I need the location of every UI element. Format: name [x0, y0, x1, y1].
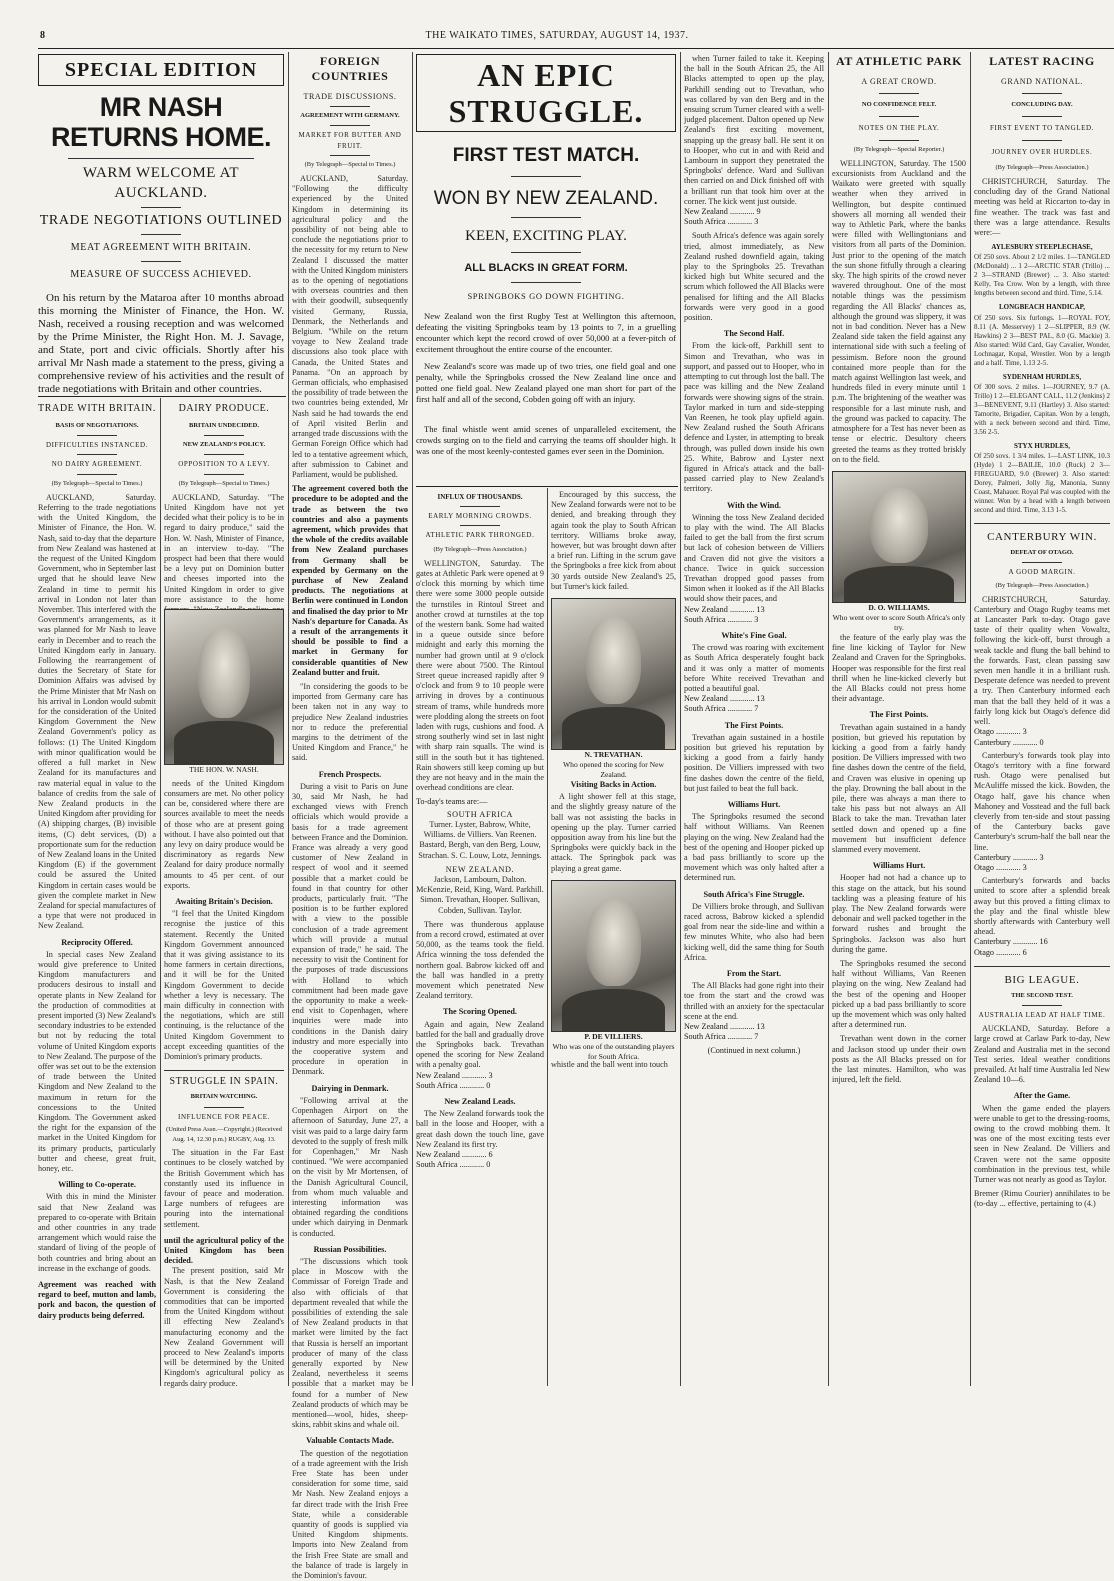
- deck-meat: MEAT AGREEMENT WITH BRITAIN.: [70, 242, 252, 253]
- trevathan-photo-block: [551, 598, 676, 780]
- score-sa-1: South Africa ............ 0: [416, 1080, 491, 1090]
- nz-team-list: Jackson, Lambourn, Dalton. McKenzie, Reid, King, Ward. Parkhill. Simon. Trevathan, Hooper. Sullivan, Cobden, Sullivan. Taylor.: [416, 874, 544, 915]
- spain-deck2: INFLUENCE FOR PEACE.: [178, 1112, 270, 1121]
- athletic-body: WELLINGTON, Saturday. The 1500 excursionists from Auckland and the Waikato were greeted with squally weather when they arrived in Wellington, but despite continued showers all morning all wended their way to Athletic Park, where the banks were filled with Wellingtonians and visitors from all parts of the Dominion. Just prior to the opening of the match the sun shone fitfully through a clearing sky. The high spirits of the crowd never wavered throughout. One of the most notable things was the pessimism regarding the All Blacks' chances as, although the ground was slippery, it was not in bad condition. Never has a New Zealand side taken the field against any international side with such a feeling of pessimism. Before noon the ground contained more people than for the match against Wellington last week, and hundreds filed in every minute until 1 p.m. The brightening of the weather was responsible for a last minute rush, and the ground was packed to capacity. The atmosphere for a Test has never been as tense or electric. Desultory cheers greeted the teams as they trotted briskly on to the field.: [832, 158, 966, 464]
- influx-deck1: EARLY MORNING CROWDS.: [428, 512, 532, 521]
- until-body: The present position, said Mr Nash, is that the New Zealand Government is considering the commodities that can be imported from the United Kingdom without ill effecting New Zealand's manufacturing economy and the New Zealand Government will proceed to New Zealand's imports will be determined by the United Kingdom's agricultural policy as regards dairy produce.: [164, 1266, 284, 1388]
- dairy-produce-column: [164, 400, 284, 1386]
- race4-result: Of 250 sovs. 1 3/4 miles. 1—LAST LINK, 10.3 (Hyde) 1 2—BAILIE, 10.0 (Ruck) 2 3—FIREGUARD, 9.0 (Brewer) 3. Also started: Dorey, Palmeri, Jolly Jig, Manonia, Sunny Coast, Mahauer. Royal Pal was coupled with the winner. Won by a head with a length between second and third. Time, 3.13 1-5.: [974, 452, 1110, 515]
- valuable-body: The question of the negotiation of a trade agreement with the Irish Free State has been under consideration for some time, said Mr Nash. New Zealand enjoys a far direct trade with the Irish Free State, while a considerable quantity of goods is supplied via United Kingdom shipments. Imports into New Zealand from the Irish Free State are small and the balance of trade is largely in the Dominion's favour.: [292, 1448, 408, 1581]
- all-blacks-subhead: ALL BLACKS IN GREAT FORM.: [464, 262, 628, 274]
- russian-body: "The discussions which took place in Moscow with the Commissar of Foreign Trade and also with officials of that department revealed that while the possibilities of extending the sale of New Zealand products in that market were limited by the fact that Russia is herself an important producer of many of the class generally exported by New Zealand, nevertheless it seems possible that a market may be found for a number of New Zealand products of which may be mentioned—wool, hides, sheep-skins, rabbit skins and whale oil.: [292, 1256, 408, 1430]
- score-nz-4: New Zealand ............ 13: [684, 604, 765, 614]
- dairy-title: DAIRY PRODUCE.: [178, 403, 270, 414]
- lead-intro: On his return by the Mataroa after 10 months abroad this morning the Minister of Finance, the Hon. W. Nash, received a rousing reception and was welcomed by the Prime Minister, the Right Hon. M. J. Savage, and State, port and civic officials. Shortly after his arrival Mr Nash made a statement to the press, giving a comprehensive review of his activities and the result of trade negotiations with Britain and other countries.: [38, 292, 284, 395]
- until-bold-par: until the agricultural policy of the United Kingdom has been decided.: [164, 1235, 284, 1266]
- race4-title: STYX HURDLES,: [1013, 441, 1070, 450]
- score-nz-1: New Zealand ............ 3: [416, 1070, 493, 1080]
- nash-photo-block: [164, 609, 284, 777]
- section-rule: [416, 486, 678, 487]
- foreign-bold-par: The agreement covered both the procedure to be adopted and the trade as between the two countries and also a payments agreement, which provides that the whole of the credits available from New Zealand purchases from Germany shall be expended by Germany on the purchase of New Zealand products. The negotiations at Berlin were continued in London and finalised the day prior to Mr Nash's departure for Canada. As a result of the arrangements it should be possible to find a market in Germany for considerable quantities of New Zealand butter and fruit.: [292, 484, 408, 677]
- match-body-top: when Turner failed to take it. Keeping the ball in the South African 25, the All Blacks attempted to open up the play, Parkhill sending out to Trevathan, who was collared by van den Berg and in the ensuing scrum Turner cleared with a well-judged placement. Dalton opened up New Zealand's first exciting movement, snapping up the greasy ball. He sent it on to Hooper, who cut in and with Reid and Lambourn in support they penetrated the Springboks' defence. Ward and Sullivan then carried on and Dick finished off with a brilliant run that took him over at the corner. The kick went just outside.: [684, 54, 824, 206]
- second-half-body: From the kick-off, Parkhill sent to Simon and Trevathan, who was in support, and passed out to Hooper, who in attempting to cut through lost the ball. The pace was killing and the New Zealand forwards were showing signs of the strain. Taylor marked in turn and side-stepping Van Reenen, he took play upfield again. New Zealand rushed the South Africans defence and Lyster, in attempting to break through, was pulled down inside his own 25. White, Babrow and Lyster next figured in Africa's attack and the ball-passed carried play to New Zealand's territory.: [684, 341, 824, 494]
- score-sa-5: South Africa ............ 7: [684, 704, 759, 714]
- score-nz-6: New Zealand ............ 13: [684, 1022, 765, 1032]
- reciprocity-subhead: Reciprocity Offered.: [61, 937, 133, 947]
- willing-subhead: Willing to Co-operate.: [58, 1180, 136, 1190]
- trade-britain-body: AUCKLAND, Saturday. Referring to the trade negotiations with the United Kingdom, the Minister of Finance, the Hon. W. Nash, said to-day that the departure from New Zealand was hastened at the request of the United Kingdom Government, who in September last urged that he should leave New Zealand in time to permit his arrival in London not later than November. This interfered with the Government's arrangements, as it was planned for Mr Nash to leave early in December and to reach the United Kingdom early in January. Following the rearrangement of duties the Secretary of State for Dominion Affairs was advised by the Prime Minister that Mr Nash on his arrival in London would submit for the consideration of the United Kingdom Government the New Zealand Government's policy as follows: (1) The United Kingdom with minor qualification would be offered a full market in New Zealand for its manufactures and raw material equal in value to the balance of credits from the sale of New Zealand products in the United Kingdom after providing for (A) shipping charges, (B) invisible items, (C) debt services, (D) a proportionate sum for the reduction of New Zealand loans in the United Kingdom (E) if the government could be assured the United Kingdom in certain cases would be given the complete market in New Zealand for special manufactures of a type that were not produced in New Zealand.: [38, 492, 157, 931]
- dairy-body: AUCKLAND, Saturday. "The United Kingdom have not yet decided what their policy is to be in regard to dairy produce," said the Hon. W. Nash, Minister of Finance, in an interview to-day. "The prospect had been that there would be a levy put on Dominion butter and cheeses imported into the United Kingdom in order to give more assistance to the home: [164, 492, 284, 604]
- athletic-bottom: Trevathan went down in the corner and Jackson stood up under their own posts as the All Blacks pressed on for the last minutes. Hamilton, who was injured, left the field.: [832, 1034, 966, 1085]
- deck-trade: TRADE NEGOTIATIONS OUTLINED: [39, 213, 283, 228]
- special-edition-banner: SPECIAL EDITION: [38, 54, 284, 86]
- race3-title: SYDENHAM HURDLES,: [1002, 372, 1082, 381]
- athletic-deck1: A GREAT CROWD.: [861, 77, 937, 86]
- match-body-mid: South Africa's defence was again sorely tried, almost immediately, as New Zealand rushed downfield again, taking play to the Springboks 25. Trevathan kicked high but White secured and the scrum which followed the All Blacks were penalised for lifting and the All Blacks forwards were very good in a good position.: [684, 231, 824, 323]
- trade-britain-deck3: NO DAIRY AGREEMENT.: [51, 460, 143, 469]
- influx-body: WELLINGTON, Saturday. The gates at Athletic Park were opened at 9 o'clock this morning by which time there were some 3000 people outside the turnstiles in Rintoul Street and another crowd at turnstiles at the top of the western bank. Some had waited in a queue outside since before midnight and early this morning the number had grown until at 9 o'clock there were about 7500. The Rintoul Street queue increased rapidly after 9 o'clock and from 9 to 10 people were arriving in droves by a continuous stream of trams, while hundreds more were plodding along the streets on foot laden with rugs, cushions and food. A strong southerly wind set in last night with sharp rain squalls. The wind is still in the south but it has tightened. Rain showers still keep coming up but they are not heavy and in the main the overhead conditions are clear.: [416, 558, 544, 793]
- score-canterbury-a: Canterbury ............ 0: [974, 737, 1044, 747]
- canterbury-title: CANTERBURY WIN.: [974, 523, 1110, 544]
- column-rule: [547, 488, 548, 1386]
- score-canterbury-final: Canterbury ............ 16: [974, 937, 1048, 947]
- athletic-williams-subhead: Williams Hurt.: [872, 861, 926, 871]
- trade-britain-deck2: DIFFICULTIES INSTANCED.: [45, 441, 149, 450]
- sa-team-label: SOUTH AFRICA: [446, 809, 514, 819]
- williams-portrait: [832, 471, 966, 603]
- trade-britain-telegraph: (By Telegraph—Special to Times.): [51, 479, 143, 487]
- racing-deck4: JOURNEY OVER HURDLES.: [991, 147, 1093, 156]
- devilliers-subcaption: Who was one of the outstanding players for South Africa.: [552, 1041, 675, 1061]
- column-rule: [160, 398, 161, 1386]
- athletic-williams-body: Hooper had not had a chance up to this stage on the attack, but his sound tackling was a pleasing feature of his play. The New Zealand forwards were debonair and well packed together in the forward rushes and brought the Springboks. Jackson was also hurt during the game.: [832, 873, 966, 954]
- influx-column: [416, 490, 544, 1386]
- race1-result: Of 250 sovs. About 2 1/2 miles. 1—TANGLED (McDonald) ... 1 2—ARCTIC STAR (Trillo) ... 2 3—STRAND (Brewer) ... 3. Also started: Kelly, Tea Crow. Won by a length, with three lengths between second and third. Time, 5.14.: [974, 253, 1110, 298]
- race1-title: AYLESBURY STEEPLECHASE,: [991, 243, 1093, 252]
- epic-lead3-block: [416, 424, 676, 484]
- after-game-body: When the game ended the players were unable to get to the dressing-rooms, owing to the crowd mobbing them. It was one of the most exciting tests ever seen in New Zealand. De Villiers and Craven were not the same opposite combination in the previous test, while Turner was not nearly as good as Taylor.: [974, 1103, 1110, 1185]
- dairy-telegraph: (By Telegraph—Special to Times.): [178, 479, 270, 487]
- score-otago-a: Otago ............ 3: [974, 727, 1027, 737]
- spain-deck1: BRITAIN WATCHING.: [190, 1093, 258, 1101]
- trevathan-subcaption: Who opened the scoring for New Zealand.: [562, 760, 664, 780]
- score-nz-3: New Zealand ............ 9: [684, 207, 761, 217]
- first-test-subhead: FIRST TEST MATCH.: [452, 145, 640, 166]
- athletic-deck2: NO CONFIDENCE FELT.: [861, 101, 937, 109]
- awaiting-subhead: Awaiting Britain's Decision.: [175, 897, 273, 907]
- page-number: 8: [40, 30, 46, 41]
- athletic-park-column: [832, 54, 966, 1386]
- encouraged-column: [551, 490, 676, 1386]
- from-start-body: The All Blacks had gone right into their toe from the start and the crowd was thrilled with an anxiety for the spectacular scene at the end.: [684, 981, 824, 1021]
- big-league-title: BIG LEAGUE.: [974, 966, 1110, 987]
- epic-lead2: New Zealand's score was made up of two tries, one field goal and one penalty, while the Springboks crossed the New Zealand line once and potted one field goal. New Zealand played one man short for part of the first half and all of the second, Cobden going off with an injury.: [416, 361, 676, 405]
- epic-lead3: The final whistle went amid scenes of unparalleled excitement, the crowds surging on to the field and carrying the teams off shoulder high. It was one of the most keenly-contested games ever seen in the Dominion.: [416, 424, 676, 456]
- racing-deck2: CONCLUDING DAY.: [1011, 101, 1073, 109]
- racing-title: LATEST RACING: [989, 54, 1095, 68]
- spain-title: STRUGGLE IN SPAIN.: [164, 1070, 284, 1088]
- whites-goal-body: The crowd was roaring with excitement as South Africa desperately fought back and it was only a matter of moments before White received Trevathan and potted a beautiful goal.: [684, 643, 824, 693]
- awaiting-body: "I feel that the United Kingdom recognise the justice of this statement. Recently the United Kingdom Government announced that it was giving assistance to its home farmers in certain directions, and it will be for the United Kingdom Government to decide whether a levy is necessary. The main difficulty in connection with the negotiations, which are still continuing, is the reluctance of the United Kingdom Government to accept exceeding quantities of the Dominion's primary products.: [164, 909, 284, 1062]
- devilliers-caption: P. DE VILLIERS.: [584, 1031, 643, 1041]
- nz-leads-subhead: New Zealand Leads.: [444, 1096, 516, 1106]
- visiting-body: A light shower fell at this stage, and the slightly greasy nature of the ball was not assisting the backs in opening up the play. Turner carried opposition away from his line but the Springboks were quickly back in the attack. The Springbok pack was playing a great game.: [551, 792, 676, 873]
- score-sa-6: South Africa ............ 7: [684, 1032, 759, 1042]
- williams-photo-block: [832, 471, 966, 632]
- canterbury-body2: Canterbury's forwards took play into Otago's territory with a fine forward rush. Otago were penalised but McAuliffe missed the kick. Bowden, the Otago half, gave his chance when Mahoney and Vosstead and the full back cleverly from ten-side and stout passing of the Canterbury backs gave Canterbury's scrum-half the ball near the line.: [974, 750, 1110, 852]
- scoring-body: Again and again, New Zealand battled for the ball and gradually drove the Springboks back. Trevathan opened the scoring for New Zealand with a penalty goal.: [416, 1019, 544, 1070]
- athletic-body2: the feature of the early play was the fine line kicking of Taylor for New Zealand and Craven for the Springboks. Hooper was responsible for the first real thrill when he line-kicked cleverly but the All Blacks could not press home their advantage.: [832, 632, 966, 704]
- spain-telegraph: (United Press Assn.—Copyright.) (Received Aug. 14, 12.30 p.m.) RUGBY, Aug. 13.: [166, 1125, 282, 1143]
- athletic-first-points-subhead: The First Points.: [869, 710, 929, 720]
- canterbury-deck1: DEFEAT OF OTAGO.: [1010, 549, 1074, 557]
- spain-body: The situation in the Far East continues to be closely watched by the British Government which has constantly used its influence in favour of peace and moderation. Large numbers of refugees are pouring into the international settlement.: [164, 1148, 284, 1229]
- canterbury-body3: Canterbury's forwards and backs united to score after a splendid break away but this proved a fitting climax to the play and the final whistle blew shortly afterwards with Canterbury well ahead.: [974, 876, 1110, 937]
- nash-portrait: [164, 609, 284, 765]
- column-rule: [680, 52, 681, 1386]
- final-line: whistle and the ball went into touch: [551, 1059, 668, 1069]
- trevathan-caption: N. TREVATHAN.: [584, 750, 643, 760]
- dairy-body-cont: needs of the United Kingdom consumers are met. No other policy can be, considered where there are sources available to meet the needs of those who are at present going without. I have also pointed out that any levy on dairy produce would be discriminatory as regards New Zealand for dairy produce normally amounts to 45 per cent. of our exports.: [164, 778, 284, 890]
- score-sa-3: South Africa ............ 3: [684, 217, 759, 227]
- sa-team-list: Turner. Lyster, Babrow, White, Williams. de Villiers. Van Reenen. Bastard, Bergh, van den Berg, Louw, Strachan. S. C. Louw, Lotz, Jennings.: [418, 819, 542, 860]
- devilliers-photo-block: [551, 880, 676, 1061]
- reciprocity-body: In special cases New Zealand would give preference to United Kingdom manufacturers and producers desirous to install and operate plants in New Zealand for the production of commodities at present imported (3) New Zealand's secondary industries to be extended but not by reducing the total volume of United Kingdom exports to New Zealand. The purpose of the offer was set out to be the extension of trade between the United Kingdom and New Zealand to the maximum in return for the concessions to the United Kingdom. The Government asked the right for the expansion of the market in the United Kingdom for its primary products, particularly butter and cheese, great fruit, honey, etc.: [38, 949, 156, 1174]
- deck-welcome: WARM WELCOME AT AUCKLAND.: [82, 165, 240, 201]
- dairy-deck1: BRITAIN UNDECIDED.: [189, 422, 259, 429]
- foreign-telegraph: (By Telegraph—Special to Times.): [304, 160, 396, 168]
- keen-play-subhead: KEEN, EXCITING PLAY.: [465, 228, 627, 244]
- first-points-body: Trevathan again sustained in a hostile position but grieved his reputation by kicking a good from a fairly handy position. De Villiers impressed with two fine dashes down the centre of the field, but just failed to beat the full back.: [684, 732, 824, 793]
- race2-title: LONGBEACH HANDICAP,: [998, 303, 1086, 312]
- foreign-countries-column: [292, 54, 408, 1581]
- foreign-deck2: AGREEMENT WITH GERMANY.: [300, 112, 400, 120]
- nz-team-label: NEW ZEALAND.: [445, 864, 515, 874]
- big-league-deck1: THE SECOND TEST.: [1011, 991, 1073, 999]
- from-start-subhead: From the Start.: [726, 969, 782, 979]
- agreement-bold-par: Agreement was reached with regard to beef, mutton and lamb, pork and bacon, the question of dairy products being deferred.: [38, 1280, 156, 1320]
- latest-racing-column: [974, 54, 1110, 1386]
- nash-photo-caption: THE HON. W. NASH.: [189, 764, 259, 774]
- lead-headline: MR NASH RETURNS HOME.: [50, 92, 271, 152]
- after-game-subhead: After the Game.: [1013, 1091, 1071, 1101]
- canterbury-deck2: A GOOD MARGIN.: [1008, 568, 1076, 577]
- french-body: During a visit to Paris on June 30, said Mr Nash, he had exchanged views with French officials which would provide a basis for a trade agreement between France and the Dominion. France was already a very good customer of New Zealand in respect of wool and it seemed possible that a market could be found in that country for other products, particularly fruit. "The position is to be further explored with a view to the possible conclusion of a trade agreement which will provide a mutual expansion of trade," he said. The necessity to visit the Continent for the purposes of trade discussions with Holland to which commitment had been made gave the opportunity to make a week-end visit to Copenhagen, where inquiries were made into conditions in the Danish dairy industry and more especially into the cooperative system and procedure in operation in Denmark.: [292, 781, 408, 1077]
- column-rule: [970, 52, 971, 1386]
- visiting-subhead: Visiting Backs in Action.: [570, 780, 657, 790]
- athletic-first-points-body: Trevathan again sustained in a handy position, but grieved his reputation by kicking a good from a fairly handy position. De Villiers impressed with two fine dashes down the centre of the field, and Craven was elusive in opening up the play. Drowning the ball about in the pile, there was always a man there to take his pass but not always an All Black to take the man. Trevathan later settled down and opened up a fine movement but insufficient defence slammed every movement.: [832, 722, 966, 854]
- williams-caption: D. O. WILLIAMS.: [868, 602, 930, 612]
- score-otago-final: Otago ............ 6: [974, 947, 1027, 957]
- big-league-body: AUCKLAND, Saturday. Before a large crowd at Carlaw Park to-day, New Zealand and Australia met in the second Test series. Ideal weather conditions prevailed. At half time Australia led New Zealand 10—6.: [974, 1024, 1110, 1085]
- score-nz-2: New Zealand ............ 6: [416, 1149, 493, 1159]
- section-rule: [38, 396, 286, 397]
- column-rule: [828, 52, 829, 1386]
- column-rule: [412, 52, 413, 1386]
- racing-intro: CHRISTCHURCH, Saturday. The concluding day of the Grand National meeting was held at Riccarton to-day in fine weather. The track was fast and there was a large attendance. Results were:—: [974, 177, 1110, 238]
- nz-leads-body: The New Zealand forwards took the ball in the loose and Hooper, with a great dash down the touch line, gave New Zealand its first try.: [416, 1109, 544, 1149]
- dairy-deck2: NEW ZEALAND'S POLICY.: [182, 441, 266, 449]
- first-points-subhead: The First Points.: [724, 720, 784, 730]
- racing-telegraph: (By Telegraph—Press Association.): [995, 163, 1089, 171]
- influx-title: INFLUX OF THOUSANDS.: [437, 493, 523, 501]
- lead-story-header: [38, 54, 284, 394]
- epic-lead1: New Zealand won the first Rugby Test at Wellington this afternoon, defeating the visiting Springboks team by 13 points to 7, in a gruelling encounter which kept the record crowd of over 50,000 at a fever-pitch of excitement throughout the entire course of the encounter.: [416, 311, 676, 355]
- trevathan-portrait: [551, 598, 676, 750]
- willing-body: With this in mind the Minister said that New Zealand was prepared to co-operate with Britain and other countries in any trade arrangement which would raise the standard of living of the people of both countries and bring about an increase in the exchange of goods.: [38, 1192, 156, 1273]
- williams-hurt-subhead: Williams Hurt.: [727, 800, 781, 810]
- french-subhead: French Prospects.: [318, 769, 382, 779]
- score-sa-4: South Africa ............ 3: [684, 614, 759, 624]
- deck-success: MEASURE OF SUCCESS ACHIEVED.: [70, 269, 252, 280]
- score-otago-b: Otago ............ 3: [974, 862, 1027, 872]
- second-half-subhead: The Second Half.: [723, 329, 785, 339]
- score-nz-5: New Zealand ............ 13: [684, 694, 765, 704]
- trade-britain-deck1: BASIS OF NEGOTIATIONS.: [55, 422, 139, 429]
- whites-goal-subhead: White's Fine Goal.: [721, 630, 787, 640]
- dairying-subhead: Dairying in Denmark.: [311, 1083, 389, 1093]
- foreign-deck3: MARKET FOR BUTTER AND FRUIT.: [298, 131, 402, 150]
- big-league-deck2: AUSTRALIA LEAD AT HALF TIME.: [978, 1010, 1106, 1019]
- canterbury-telegraph: (By Telegraph—Press Association.): [995, 582, 1089, 590]
- racing-deck1: GRAND NATIONAL.: [1001, 77, 1083, 86]
- athletic-telegraph: (By Telegraph—Special Reporter.): [853, 145, 945, 153]
- influx-deck2: ATHLETIC PARK THRONGED.: [425, 531, 535, 540]
- wind-body: Winning the toss New Zealand decided to play with the wind. The All Blacks failed to get the ball from the first scrum but lack of cohesion between de Villiers and Craven did not give the visitors a chance. Twice in quick succession Trevathan dropped good passes from Simon when it looked as if the All Blacks would show their paces, and: [684, 512, 824, 604]
- sa-fine-subhead: South Africa's Fine Struggle.: [703, 889, 805, 899]
- masthead-line: THE WAIKATO TIMES, SATURDAY, AUGUST 14, 1937.: [425, 30, 689, 41]
- with-wind-subhead: With the Wind.: [727, 500, 781, 510]
- epic-struggle-header: [416, 54, 676, 424]
- foreign-body: AUCKLAND, Saturday. "Following the difficulty experienced by the United Kingdom in determining its agricultural policy and the possibility of not being able to conclude the negotiations prior to the necessity for my return to New Zealand I discussed the matter with the United Kingdom ministers as to the opening of negotiations with overseas countries and then with their goodwill, subsequently visited Germany, Russia, Denmark, the Netherlands and Belgium. "While on the return voyage to New Zealand trade discussions also took place with Canada, the United States and Panama. "On an approach by German officials, who emphasised the possibility of trade between the two countries being extended, Mr Nash said he had towards the end of April visited Berlin and arranged trade discussions with the German Foreign Office which had led to a tentative agreement which, after submission to Cabinet and Parliament, would be published.: [292, 174, 408, 479]
- athletic-park-title: AT ATHLETIC PARK: [835, 54, 963, 68]
- continued-note: (Continued in next column.): [707, 1046, 801, 1056]
- column-rule: [288, 52, 289, 1386]
- trade-with-britain-column: [38, 400, 156, 1386]
- foreign-deck1: TRADE DISCUSSIONS.: [303, 92, 397, 101]
- foreign-body2: "In considering the goods to be imported from Germany care has been taken not in any way to prejudice New Zealand industries nor to reduce the preferential margins to the detriment of the United Kingdom and France," he said.: [292, 681, 408, 763]
- score-canterbury-b: Canterbury ............ 3: [974, 852, 1044, 862]
- dairy-deck3: OPPOSITION TO A LEVY.: [178, 460, 270, 469]
- williams-subcaption: Who went over to score South Africa's only try.: [832, 612, 966, 632]
- encouraged-body: Encouraged by this success, the New Zealand forwards were not to be denied, and breaking through they again took the play to South African territory. Williams broke away, however, but was brought down after a brief run. Lifting in the scrum gave the Springboks a free kick from about 30 yards outside New Zealand's 25, but Turner's kick failed.: [551, 490, 676, 591]
- sa-fine-body: De Villiers broke through, and Sullivan raced across, Babrow kicked a splendid goal from near the side-line and within a few minutes White, who also had been kicking well, did the same thing for South Africa.: [684, 901, 824, 962]
- scoring-subhead: The Scoring Opened.: [443, 1007, 517, 1017]
- trade-britain-title: TRADE WITH BRITAIN.: [38, 403, 156, 414]
- russian-subhead: Russian Possibilities.: [313, 1244, 387, 1254]
- canterbury-body: CHRISTCHURCH, Saturday. Canterbury and Otago Rugby teams met at Lancaster Park to-day. Otago gave taste of their quality when Vowaltz, following the kick-off, burst through a weak tackle and flung the ball behind to the forwards. Fast, clean passing saw seven men handle it in a brilliant rush. Desperate defence was needed to prevent a try. Then Canterbury informed each man that the ball they held of it was a fairly long kick but Otago's defence did well.: [974, 594, 1110, 727]
- valuable-subhead: Valuable Contacts Made.: [306, 1436, 394, 1446]
- won-by-nz-subhead: WON BY NEW ZEALAND.: [433, 188, 659, 209]
- athletic-deck3: NOTES ON THE PLAY.: [858, 124, 940, 133]
- influx-telegraph: (By Telegraph—Press Association.): [433, 545, 527, 553]
- epic-headline: AN EPIC STRUGGLE.: [416, 54, 676, 132]
- athletic-start-body: The Springboks resumed the second half without Williams, Van Reenen playing on the wing. New Zealand had the best of the opening and Hooper picked up a bad pass brilliantly to score up the movement which was only halted after a determined run.: [832, 959, 966, 1030]
- race2-result: Of 250 sovs. Six furlongs. 1—ROYAL FOY, 8.11 (A. Messervey) 1 2—SLIPPER, 8.9 (W. Hawkins) 2 3—BEST PAL, 8.0 (G. Mackie) 3. Also started: Wild Card, Gay Cavalier, Wonder, Lochnagar, Kopal, Wrestler. Won by a length and a half. Time, 1.13 2-5.: [974, 313, 1110, 367]
- play-body: There was thunderous applause from a record crowd, estimated at over 50,000, as the teams took the field. Africa winning the toss defended the northern goal. Babrow kicked off and the ball was handled in a pretty movement which penetrated New Zealand territory.: [416, 919, 544, 1001]
- score-sa-2: South Africa ............ 0: [416, 1160, 491, 1170]
- dairying-body: "Following arrival at the Copenhagen Airport on the afternoon of Saturday, June 27, a visit was paid to a large dairy farm devoted to the supply of fresh milk for Copenhagen," Mr Nash continued. "We were accompanied on the visit by Mr Mortensen, of the Danish Agricultural Council, from whom much valuable and interesting information was obtained regarding the conditions under which dairying in Denmark is conducted.: [292, 1095, 408, 1238]
- teams-intro: To-day's teams are:—: [416, 797, 488, 807]
- devilliers-portrait: [551, 880, 676, 1032]
- williams-hurt-body: The Springboks resumed the second half without Williams. Van Reenen playing on the wing. New Zealand had the best of the opening and Hooper picked up a bad pass brilliantly to score up the movement which was only halted after a determined run.: [684, 812, 824, 883]
- racing-end-line: Bremer (Rimu Courier) annihilates to be (to-day ... effective, pertaining to (4.): [974, 1189, 1110, 1209]
- springboks-subhead: SPRINGBOKS GO DOWN FIGHTING.: [467, 291, 625, 301]
- race3-result: Of 300 sovs. 2 miles. 1—JOURNEY, 9.7 (A. Trillo) 1 2—ELEGANT CALL, 11.2 (Jenkins) 2 3—BENEVENT, 9.11 (Hartley) 3. Also started: Tamorite, Brigadier, Capitan. Won by a length, with a neck between second and third. Time, 3.56 2-5.: [974, 382, 1110, 436]
- foreign-title: FOREIGN COUNTRIES: [311, 54, 389, 83]
- masthead-rule: [38, 48, 1114, 49]
- racing-deck3: FIRST EVENT TO TANGLED.: [990, 124, 1094, 133]
- match-report-column: [684, 54, 824, 1386]
- masthead: [0, 30, 1114, 46]
